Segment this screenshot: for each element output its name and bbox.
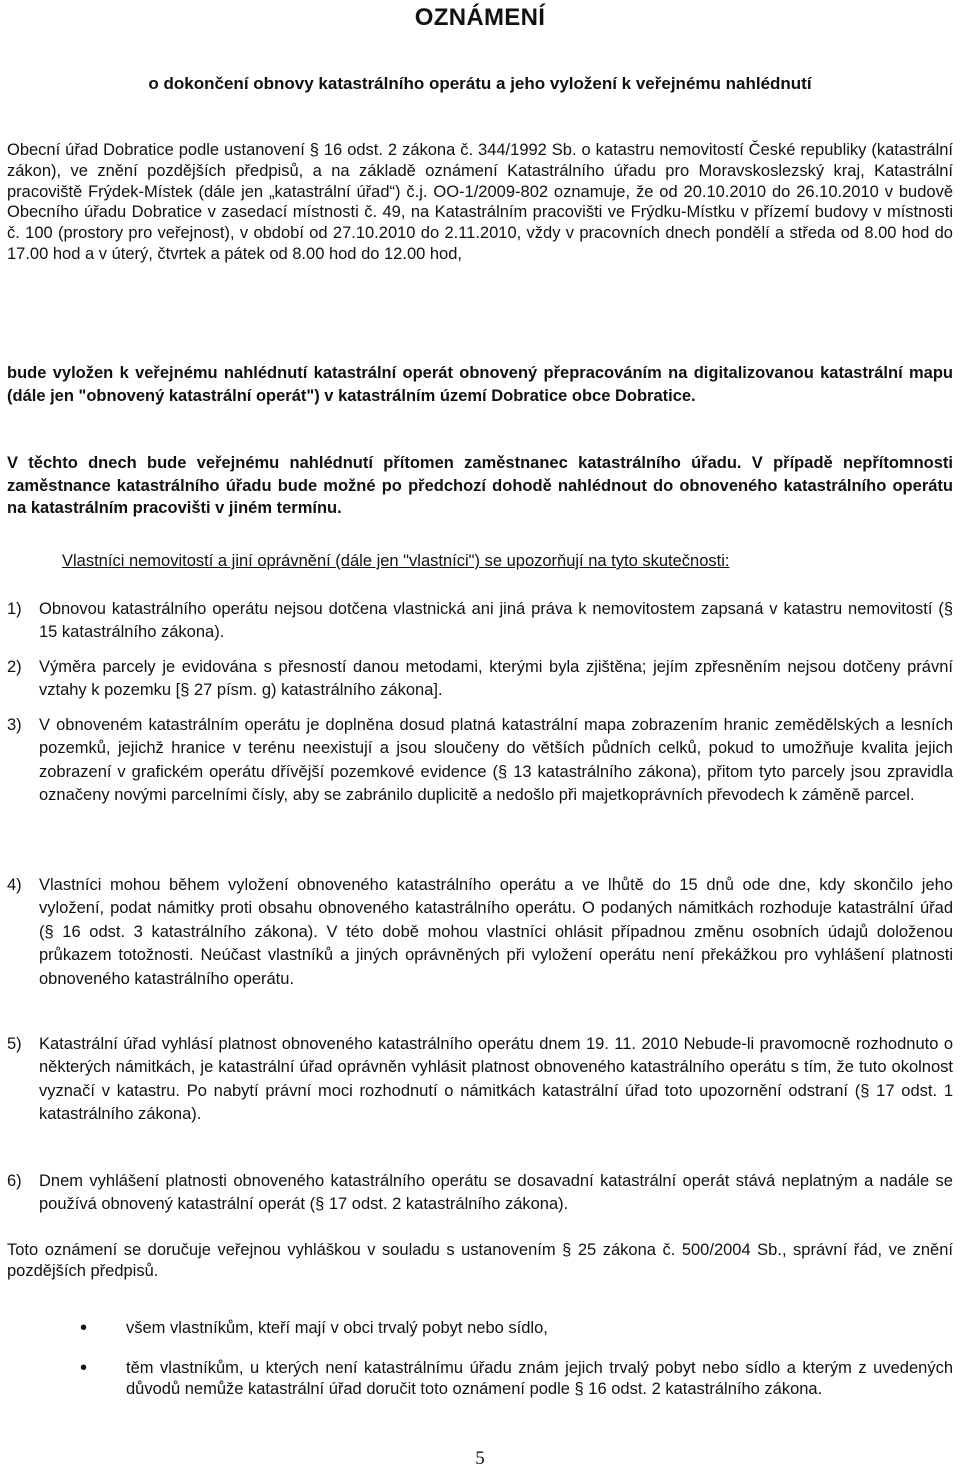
attendance-paragraph: V těchto dnech bude veřejnému nahlédnutí přítomen zaměstnanec katastrálního úřadu. V případě nepřítomnosti zaměstnance katastrálního úřadu bude možné po předchozí dohodě nahlédnout do obnoveného katastrálního operátu na katastrálním pracovišti v jiném termínu.	[7, 454, 953, 517]
notice-heading: Vlastníci nemovitostí a jiní oprávnění (dále jen "vlastníci") se upozorňují na tyto skutečnosti:	[62, 552, 730, 570]
bullet-icon: •	[80, 1317, 88, 1339]
list-item	[7, 598, 953, 645]
page-number: 5	[475, 1448, 485, 1469]
list-item	[7, 874, 953, 991]
item-number: 2)	[7, 658, 22, 676]
item-number: 5)	[7, 1035, 22, 1053]
document-title: OZNÁMENÍ	[414, 4, 546, 31]
intro-paragraph: Obecní úřad Dobratice podle ustanovení § 16 odst. 2 zákona č. 344/1992 Sb. o katastru nemovitostí České republiky (katastrální zákon), ve znění pozdějších předpisů, a na základě oznámení Katastrálního úřadu pro Moravskoslezský kraj, Katastrální pracoviště Frýdek-Místek (dále jen „katastrální úřad“) č.j. OO-1/2009-802 oznamuje, že od 20.10.2010 do 26.10.2010 v budově Obecního úřadu Dobratice v zasedací místnosti č. 49, na Katastrálním pracovišti ve Frýdku-Místku v přízemí budovy v místnosti č. 100 (prostory pro veřejnost), v období od 27.10.2010 do 2.11.2010, vždy v pracovních dnech pondělí a středa od 8.00 hod do 17.00 hod a v úterý, čtvrtek a pátek od 8.00 hod do 12.00 hod,	[7, 141, 953, 263]
item-number: 1)	[7, 600, 22, 618]
item-text: Výměra parcely je evidována s přesností danou metodami, kterými byla zjištěna; jejím zpřesněním nejsou dotčeny právní vztahy k pozemku [§ 27 písm. g) katastrálního zákona].	[39, 658, 953, 700]
item-number: 6)	[7, 1172, 22, 1190]
item-text: Katastrální úřad vyhlásí platnost obnoveného katastrálního operátu dnem 19. 11. 2010 Nebude-li pravomocně rozhodnuto o některých námitkách, je katastrální úřad oprávněn vyhlásit platnost obnoveného katastrálního operátu s tím, že tuto okolnost vyznačí v katastru. Po nabytí právní moci rozhodnutí o námitkách katastrální úřad toto upozornění odstraní (§ 17 odst. 1 katastrálního zákona).	[39, 1035, 953, 1124]
delivery-paragraph: Toto oznámení se doručuje veřejnou vyhláškou v souladu s ustanovením § 25 zákona č. 500/2004 Sb., správní řád, ve znění pozdějších předpisů.	[7, 1241, 953, 1280]
item-number: 4)	[7, 876, 22, 894]
item-text: Vlastníci mohou během vyložení obnoveného katastrálního operátu a ve lhůtě do 15 dnů ode dne, kdy skončilo jeho vyložení, podat námitky proti obsahu obnoveného katastrálního operátu. O podaných námitkách rozhoduje katastrální úřad (§ 16 odst. 3 katastrálního zákona). V této době mohou vlastníci ohlásit případnou změnu osobních údajů doloženou průkazem totožnosti. Neúčast vlastníků a jiných oprávněných při vyložení operátu není překážkou pro vyhlášení platnosti obnoveného katastrálního operátu.	[39, 876, 953, 988]
list-item	[7, 656, 953, 703]
item-number: 3)	[7, 716, 22, 734]
exposure-paragraph: bude vyložen k veřejnému nahlédnutí katastrální operát obnovený přepracováním na digitalizovanou katastrální mapu (dále jen "obnovený katastrální operát") v katastrálním území Dobratice obce Dobratice.	[7, 364, 953, 405]
list-item	[7, 1170, 953, 1217]
document-subtitle: o dokončení obnovy katastrálního operátu a jeho vyložení k veřejnému nahlédnutí	[148, 74, 812, 93]
list-item	[7, 1033, 953, 1127]
bullet-icon: •	[80, 1357, 88, 1379]
item-text: Obnovou katastrálního operátu nejsou dotčena vlastnická ani jiná práva k nemovitostem zapsaná v katastru nemovitostí (§ 15 katastrálního zákona).	[39, 600, 953, 642]
item-text: V obnoveném katastrálním operátu je doplněna dosud platná katastrální mapa zobrazením hranic zemědělských a lesních pozemků, jejichž hranice v terénu neexistují a jsou sloučeny do větších půdních celků, pokud to umožňuje kvalita jejich zobrazení v grafickém operátu dřívější pozemkové evidence (§ 13 katastrálního zákona), přitom tyto parcely jsou zpravidla označeny novými parcelními čísly, aby se zabránilo duplicitě a nedošlo při majetkoprávních převodech k záměně parcel.	[39, 716, 953, 805]
bullet-text: všem vlastníkům, kteří mají v obci trvalý pobyt nebo sídlo,	[126, 1319, 548, 1337]
bullet-text: těm vlastníkům, u kterých není katastrálnímu úřadu znám jejich trvalý pobyt nebo sídlo a kterým z uvedených důvodů nemůže katastrální úřad doručit toto oznámení podle § 16 odst. 2 katastrálního zákona.	[126, 1359, 953, 1398]
bullet-item	[80, 1358, 953, 1400]
item-text: Dnem vyhlášení platnosti obnoveného katastrálního operátu se dosavadní katastrální operát stává neplatným a nadále se používá obnovený katastrální operát (§ 17 odst. 2 katastrálního zákona).	[39, 1172, 953, 1214]
bullet-item	[80, 1318, 953, 1339]
list-item	[7, 714, 953, 808]
